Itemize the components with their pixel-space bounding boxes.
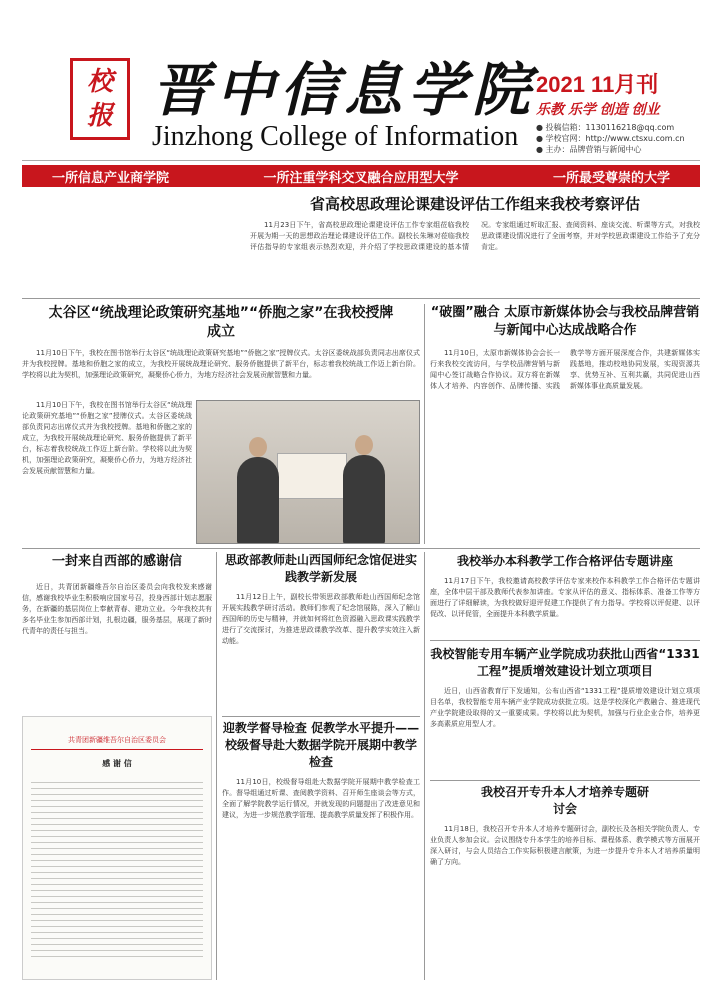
divider	[430, 640, 700, 641]
letter-title: 感 谢 信	[102, 759, 132, 768]
headline: 我校举办本科教学工作合格评估专题讲座	[456, 554, 673, 568]
article-evaluation	[250, 194, 700, 294]
divider	[22, 548, 700, 549]
ceremony-photo	[196, 400, 420, 544]
headline: 思政部教师赴山西国师纪念馆促进实践教学新发展	[224, 553, 417, 584]
headline: 一封来自西部的感谢信	[51, 554, 182, 569]
headline: 迎教学督导检查 促教学水平提升——校级督导赴大数据学院开展期中教学检查	[222, 721, 420, 769]
article-memorial	[222, 552, 420, 712]
contact-email: ● 投稿信箱：1130116218@qq.com	[536, 123, 675, 132]
publication-info	[536, 122, 685, 155]
headline: 我校召开专升本人才培养专题研讨会	[480, 785, 649, 816]
divider	[216, 552, 217, 980]
slogan: 一所信息产业商学院	[52, 170, 170, 186]
article-body: 11月23日下午，省高校思政理论课建设评估工作专家组莅临我校开展为期一天的思想政治理论课建设评估工作。副校长朱琳对莅临我校评估指导的专家组表示热烈欢迎，并介绍了学校思政课建设的基本情况。专家组通过听取汇报、查阅资料、座谈交流、听课等方式，对我校思政课建设情况进行了全面考察，并对学校思政课建设工作给予了充分肯定。	[250, 221, 700, 251]
letter-org: 共青团新疆维吾尔自治区委员会	[68, 736, 166, 744]
article-inspection	[222, 720, 420, 980]
article-body: 11月12日上午，副校长带领思政部教师赴山西国师纪念馆开展实践教学研讨活动。教师们参观了纪念馆展陈，深入了解山西国师的历史与精神，并就如何将红色资源融入思政课实践教学进行了交流探讨，为推进思政课教学改革、提升教学实效注入新动能。	[222, 593, 420, 645]
divider	[222, 716, 420, 717]
masthead	[0, 0, 722, 160]
seal-char: 校	[86, 67, 113, 97]
newspaper-title: 晋中信息学院	[152, 56, 537, 124]
article-body: 11月17日下午，我校邀请高校教学评估专家来校作本科教学工作合格评估专题讲座，全体中层干部及教师代表参加讲座。专家从评估的意义、指标体系、准备工作等方面进行了详细解读，为我校做好迎评促建工作提供了有力指导。学校将以评促建、以评促改、以评促管，全面提升本科教学质量。	[430, 577, 700, 618]
article-body: 近日，山西省教育厅下发通知，公布山西省“1331工程”提质增效建设计划立项项目名单，我校智能专用车辆产业学院成功获批立项。这是学校深化产教融合、推进现代产业学院建设取得的又一重要成果。学校将以此为契机，加强与行业企业合作，培养更多高素质应用型人才。	[430, 687, 700, 728]
headline: 我校智能专用车辆产业学院成功获批山西省“1331工程”提质增效建设计划立项项目	[430, 647, 700, 678]
divider	[430, 780, 700, 781]
thank-you-letter-image	[22, 716, 212, 980]
divider	[424, 552, 425, 980]
slogan: 一所最受尊崇的大学	[552, 170, 670, 186]
person-icon	[355, 435, 373, 455]
divider	[22, 160, 700, 161]
headline: 省高校思政理论课建设评估工作组来我校考察评估	[309, 195, 640, 213]
person-icon	[249, 437, 267, 457]
article-project	[430, 646, 700, 776]
article-thanks	[22, 552, 212, 712]
article-seminar	[430, 784, 700, 980]
article-body: 11月10日，太原市新媒体协会会长一行来我校交流访问，与学校品牌营销与新闻中心签订战略合作协议。双方将在新媒体人才培养、内容创作、品牌传播、实践教学等方面开展深度合作，共建新媒体实践基地，推动校地协同发展，实现资源共享、优势互补、互利共赢，共同促进山西新媒体事业高质量发展。	[430, 349, 700, 390]
newspaper-seal	[70, 58, 130, 140]
slogan: 一所注重学科交叉融合应用型大学	[263, 170, 459, 186]
article-body: 11月10日下午，我校在图书馆举行太谷区“统战理论政策研究基地”“侨胞之家”授牌仪式。太谷区委统战部负责同志出席仪式并为我校授牌。基地和侨胞之家的成立，为我校开展统战理论研究、服务侨胞提供了新平台，标志着我校统战工作迈上新台阶。学校将以此为契机，加强理论政策研究，凝聚侨心侨力，为地方经济社会发展贡献智慧和力量。	[22, 349, 420, 379]
headline: “破圈”融合 太原市新媒体协会与我校品牌营销与新闻中心达成战略合作	[430, 305, 700, 338]
article-body: 11月10日，校级督导组赴大数据学院开展期中教学检查工作。督导组通过听课、查阅教学资料、召开师生座谈会等方式，全面了解学院教学运行情况，并就发现的问题提出了改进意见和建议，为进一步规范教学管理、提高教学质量发挥了积极作用。	[222, 778, 420, 819]
divider	[22, 298, 700, 299]
article-body: 近日，共青团新疆维吾尔自治区委员会向我校发来感谢信，感谢我校毕业生积极响应国家号召，投身西部计划志愿服务，在新疆的基层岗位上奉献青春、建功立业。今年我校共有多名毕业生参加西部计划，扎根边疆，服务基层，展现了新时代青年的责任与担当。	[22, 583, 212, 635]
newspaper-title-en: Jinzhong College of Information	[152, 121, 519, 152]
slogan-band	[22, 165, 700, 187]
letter-rule	[31, 749, 203, 750]
motto: 乐教 乐学 创造 创业	[536, 101, 660, 117]
plaque-icon	[277, 453, 347, 499]
headline: 太谷区“统战理论政策研究基地”“侨胞之家”在我校授牌成立	[48, 305, 394, 340]
contact-website: ● 学校官网：http://www.ctsxu.com.cn	[536, 134, 685, 143]
divider	[424, 304, 425, 544]
article-body-continued: 11月10日下午，我校在图书馆举行太谷区“统战理论政策研究基地”“侨胞之家”授牌仪式。太谷区委统战部负责同志出席仪式并为我校授牌。基地和侨胞之家的成立，为我校开展统战理论研究、服务侨胞提供了新平台，标志着我校统战工作迈上新台阶。学校将以此为契机，加强理论政策研究，凝聚侨心侨力，为地方经济社会发展贡献智慧和力量。	[22, 401, 192, 475]
publisher: ● 主办：品牌营销与新闻中心	[536, 145, 642, 154]
article-body: 11月18日，我校召开专升本人才培养专题研讨会，副校长及各相关学院负责人、专业负责人参加会议。会议围绕专升本学生的培养目标、课程体系、教学模式等方面展开深入研讨，与会人员结合工作实际积极建言献策，为进一步提升专升本人才培养质量明确了方向。	[430, 825, 700, 866]
article-lecture	[430, 552, 700, 632]
seal-char: 报	[86, 101, 113, 131]
issue-label: 2021 11月刊	[536, 72, 659, 97]
person-icon	[237, 457, 279, 544]
article-media-cooperation	[430, 304, 700, 544]
person-icon	[343, 455, 385, 544]
letter-text	[31, 777, 203, 957]
